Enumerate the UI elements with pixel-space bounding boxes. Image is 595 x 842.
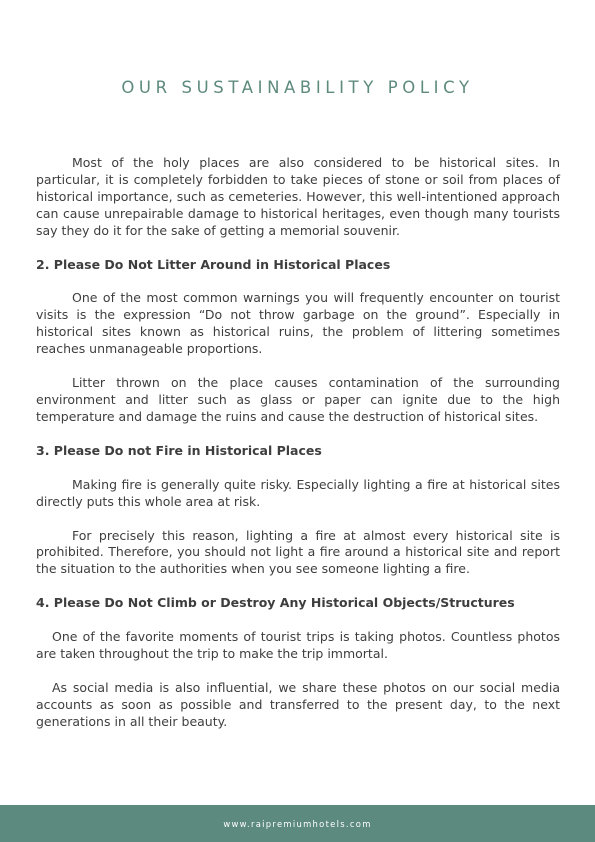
climb-paragraph-1: One of the favorite moments of tourist trips is taking photos. Countless photos are taken throughout the trip to make the trip immortal. — [36, 629, 560, 662]
section-heading-fire: 3. Please Do not Fire in Historical Places — [36, 442, 322, 458]
climb-paragraph-2: As social media is also influential, we share these photos on our social media accounts as soon as possible and transferred to the present day, to the next generations in all their beauty. — [36, 679, 560, 729]
section-heading-climb: 4. Please Do Not Climb or Destroy Any Historical Objects/Structures — [36, 595, 515, 611]
fire-paragraph-1: Making fire is generally quite risky. Especially lighting a fire at historical sites directly puts this whole area at risk. — [36, 476, 560, 509]
intro-paragraph: Most of the holy places are also considered to be historical sites. In particular, it is completely forbidden to take pieces of stone or soil from places of historical importance, such as cemeteries. However, this well-intentioned approach can cause unrepairable damage to historical heritages, even though many tourists say they do it for the sake of getting a memorial souvenir. — [36, 155, 560, 238]
policy-body — [36, 155, 560, 748]
page-title: OUR SUSTAINABILITY POLICY — [121, 78, 474, 97]
litter-paragraph-2: Litter thrown on the place causes contamination of the surrounding environment and litter such as glass or paper can ignite due to the high temperature and damage the ruins and cause the destruction of historical sites. — [36, 375, 560, 424]
fire-paragraph-2: For precisely this reason, lighting a fire at almost every historical site is prohibited. Therefore, you should not light a fire around a historical site and report the situation to the authorities when you see someone lighting a fire. — [36, 527, 560, 577]
footer-bar — [0, 805, 595, 842]
footer-website-link[interactable]: www.raipremiumhotels.com — [223, 819, 372, 829]
litter-paragraph-1: One of the most common warnings you will frequently encounter on tourist visits is the expression “Do not throw garbage on the ground”. Especially in historical sites known as historical ruins, the problem of littering sometimes reaches unmanageable proportions. — [36, 290, 560, 357]
section-heading-litter: 2. Please Do Not Litter Around in Historical Places — [36, 256, 391, 272]
